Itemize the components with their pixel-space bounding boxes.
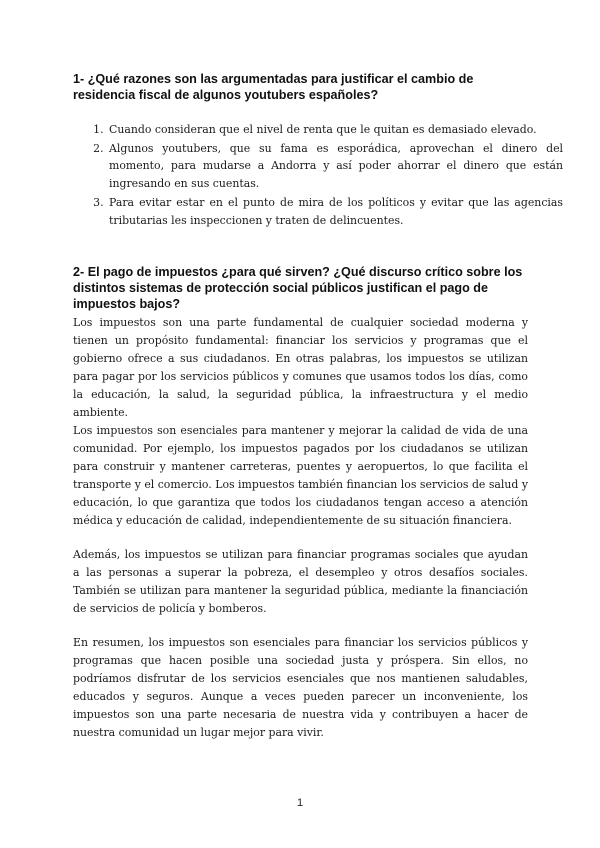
list-item: 1. Cuando consideran que el nivel de renta que le quitan es demasiado elevado.	[107, 121, 563, 139]
question-1-answer-list	[73, 121, 563, 230]
paragraph: Los impuestos son una parte fundamental de cualquier sociedad moderna y tienen un propósito fundamental: financiar los servicios y programas que el gobierno ofrece a sus ciudadanos. En otras palabras, los impuestos se utilizan para pagar por los servicios públicos y comunes que usamos todos los días, como la educación, la salud, la seguridad pública, la infraestructura y el medio ambiente.	[73, 316, 528, 419]
list-item: 3. Para evitar estar en el punto de mira de los políticos y evitar que las agencias tributarias les inspeccionen y traten de delincuentes.	[107, 194, 563, 229]
paragraph: Los impuestos son esenciales para mantener y mejorar la calidad de vida de una comunidad. Por ejemplo, los impuestos pagados por los ciudadanos se utilizan para construir y mantener carreteras, puentes y aeropuertos, lo que facilita el transporte y el comercio. Los impuestos también financian los servicios de salud y educación, lo que garantiza que todos los ciudadanos tengan acceso a atención médica y educación de calidad, independientemente de su situación financiera.	[73, 424, 528, 527]
paragraph: En resumen, los impuestos son esenciales para financiar los servicios públicos y programas que hacen posible una sociedad justa y próspera. Sin ellos, no podríamos disfrutar de los servicios esenciales que nos mantienen saludables, educados y seguros. Aunque a veces pueden parecer un inconveniente, los impuestos son una parte necesaria de nuestra vida y contribuyen a hacer de nuestra comunidad un lugar mejor para vivir.	[73, 636, 528, 739]
question-2-heading: 2- El pago de impuestos ¿para qué sirven? ¿Qué discurso crítico sobre los distintos sistemas de protección social públicos justifican el pago de impuestos bajos?	[73, 265, 523, 311]
page-number: 1	[296, 797, 304, 809]
paragraph: Además, los impuestos se utilizan para financiar programas sociales que ayudan a las personas a superar la pobreza, el desempleo y otros desafíos sociales. También se utilizan para mantener la seguridad pública, mediante la financiación de servicios de policía y bomberos.	[73, 548, 528, 615]
question-1-heading: 1- ¿Qué razones son las argumentadas para justificar el cambio de residencia fiscal de algunos youtubers españoles?	[73, 72, 474, 102]
list-item: 2. Algunos youtubers, que su fama es esporádica, aprovechan el dinero del momento, para mudarse a Andorra y así poder ahorrar el dinero que están ingresando en sus cuentas.	[107, 140, 563, 193]
